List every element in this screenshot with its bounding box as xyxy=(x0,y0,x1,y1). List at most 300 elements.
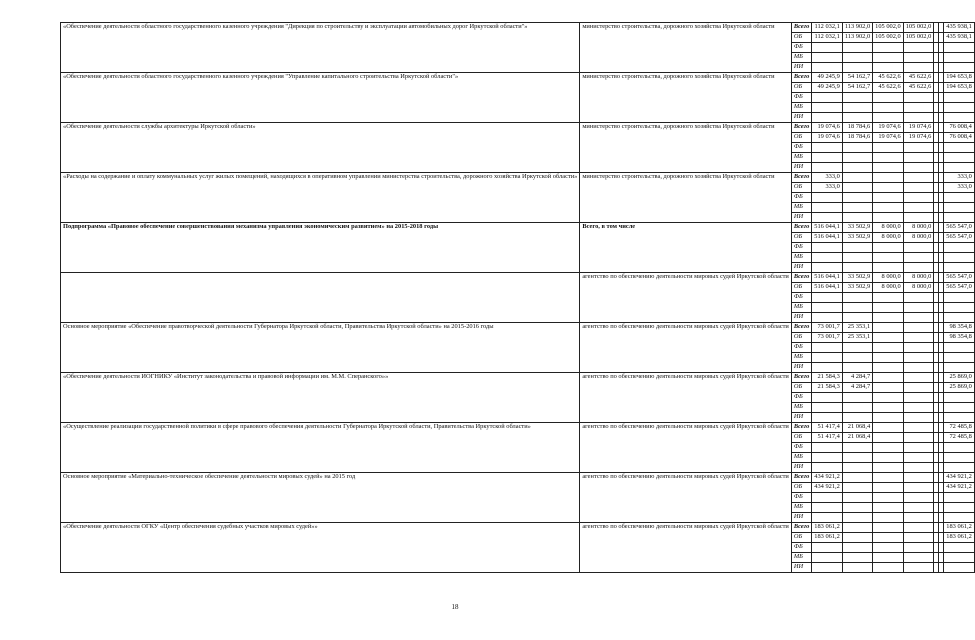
amount-cell xyxy=(842,53,872,63)
amount-cell xyxy=(842,43,872,53)
amount-cell: 33 502,9 xyxy=(842,223,872,233)
funding-source-cell: ФБ xyxy=(791,493,811,503)
program-name-cell xyxy=(61,273,580,323)
executor-cell: министерство строительства, дорожного хозяйства Иркутской области xyxy=(580,23,792,73)
amount-cell xyxy=(842,343,872,353)
amount-cell xyxy=(842,243,872,253)
funding-source-cell: МБ xyxy=(791,353,811,363)
amount-cell xyxy=(903,483,934,493)
amount-cell xyxy=(944,313,975,323)
amount-cell: 25 353,1 xyxy=(842,333,872,343)
funding-source-cell: ФБ xyxy=(791,193,811,203)
executor-cell: агентство по обеспечению деятельности мировых судей Иркутской области xyxy=(580,273,792,323)
amount-cell xyxy=(903,103,934,113)
table-row xyxy=(61,473,975,483)
funding-source-cell: ОБ xyxy=(791,283,811,293)
funding-source-cell: Всего xyxy=(791,23,811,33)
funding-source-cell: Всего xyxy=(791,273,811,283)
amount-cell xyxy=(873,43,904,53)
amount-cell xyxy=(873,163,904,173)
amount-cell xyxy=(842,453,872,463)
amount-cell: 19 074,6 xyxy=(812,133,843,143)
amount-cell xyxy=(944,303,975,313)
amount-cell xyxy=(903,373,934,383)
amount-cell: 112 032,1 xyxy=(812,23,843,33)
funding-source-cell: ФБ xyxy=(791,243,811,253)
amount-cell xyxy=(944,513,975,523)
amount-cell xyxy=(944,563,975,573)
amount-cell: 113 902,0 xyxy=(842,23,872,33)
funding-source-cell: ОБ xyxy=(791,483,811,493)
amount-cell xyxy=(812,243,843,253)
amount-cell xyxy=(873,263,904,273)
amount-cell xyxy=(873,63,904,73)
funding-source-cell: МБ xyxy=(791,403,811,413)
executor-cell: агентство по обеспечению деятельности мировых судей Иркутской области xyxy=(580,423,792,473)
amount-cell xyxy=(842,153,872,163)
amount-cell xyxy=(903,553,934,563)
amount-cell xyxy=(812,263,843,273)
executor-cell: агентство по обеспечению деятельности мировых судей Иркутской области xyxy=(580,373,792,423)
amount-cell xyxy=(944,353,975,363)
amount-cell xyxy=(903,523,934,533)
amount-cell xyxy=(873,403,904,413)
amount-cell xyxy=(873,513,904,523)
amount-cell: 105 002,0 xyxy=(873,23,904,33)
amount-cell: 72 485,8 xyxy=(944,433,975,443)
amount-cell xyxy=(812,403,843,413)
amount-cell xyxy=(842,393,872,403)
funding-source-cell: ФБ xyxy=(791,143,811,153)
amount-cell xyxy=(903,413,934,423)
executor-cell: министерство строительства, дорожного хозяйства Иркутской области xyxy=(580,123,792,173)
amount-cell xyxy=(842,553,872,563)
amount-cell: 73 001,7 xyxy=(812,333,843,343)
funding-source-cell: Всего xyxy=(791,223,811,233)
program-name-cell: «Обеспечение деятельности областного государственного казенного учреждения "Дирекция по строительству и эксплуатации автомобильных дорог Иркутской области"» xyxy=(61,23,580,73)
amount-cell: 25 353,1 xyxy=(842,323,872,333)
funding-source-cell: ФБ xyxy=(791,543,811,553)
amount-cell xyxy=(944,553,975,563)
funding-source-cell: Всего xyxy=(791,373,811,383)
amount-cell xyxy=(903,363,934,373)
executor-cell: агентство по обеспечению деятельности мировых судей Иркутской области xyxy=(580,523,792,573)
funding-source-cell: ИИ xyxy=(791,413,811,423)
table-row xyxy=(61,273,975,283)
amount-cell: 194 653,8 xyxy=(944,73,975,83)
amount-cell xyxy=(842,363,872,373)
amount-cell: 45 622,6 xyxy=(903,73,934,83)
amount-cell xyxy=(903,183,934,193)
amount-cell xyxy=(812,53,843,63)
amount-cell xyxy=(842,163,872,173)
funding-source-cell: ОБ xyxy=(791,133,811,143)
amount-cell xyxy=(873,423,904,433)
amount-cell xyxy=(842,493,872,503)
amount-cell: 105 002,0 xyxy=(903,33,934,43)
amount-cell xyxy=(842,523,872,533)
amount-cell: 45 622,6 xyxy=(873,73,904,83)
amount-cell xyxy=(842,293,872,303)
funding-source-cell: ИИ xyxy=(791,263,811,273)
amount-cell: 516 044,1 xyxy=(812,283,843,293)
amount-cell xyxy=(873,313,904,323)
amount-cell: 105 002,0 xyxy=(903,23,934,33)
amount-cell xyxy=(944,363,975,373)
amount-cell xyxy=(812,563,843,573)
funding-source-cell: ИИ xyxy=(791,63,811,73)
amount-cell: 8 000,0 xyxy=(873,233,904,243)
table-row xyxy=(61,123,975,133)
amount-cell xyxy=(873,553,904,563)
amount-cell xyxy=(903,503,934,513)
amount-cell xyxy=(903,93,934,103)
amount-cell xyxy=(903,213,934,223)
amount-cell xyxy=(812,153,843,163)
funding-source-cell: ОБ xyxy=(791,233,811,243)
amount-cell xyxy=(812,443,843,453)
amount-cell xyxy=(873,153,904,163)
funding-source-cell: Всего xyxy=(791,473,811,483)
amount-cell xyxy=(812,513,843,523)
amount-cell xyxy=(842,93,872,103)
amount-cell xyxy=(873,303,904,313)
amount-cell xyxy=(903,563,934,573)
funding-source-cell: МБ xyxy=(791,553,811,563)
budget-table xyxy=(60,22,975,573)
amount-cell: 183 061,2 xyxy=(944,533,975,543)
executor-cell: министерство строительства, дорожного хозяйства Иркутской области xyxy=(580,173,792,223)
amount-cell xyxy=(903,403,934,413)
amount-cell: 333,0 xyxy=(812,173,843,183)
amount-cell xyxy=(842,483,872,493)
amount-cell xyxy=(873,213,904,223)
amount-cell xyxy=(903,163,934,173)
amount-cell xyxy=(903,393,934,403)
amount-cell xyxy=(944,103,975,113)
amount-cell xyxy=(903,533,934,543)
amount-cell xyxy=(873,433,904,443)
amount-cell xyxy=(903,423,934,433)
amount-cell: 565 547,0 xyxy=(944,273,975,283)
amount-cell xyxy=(873,443,904,453)
funding-source-cell: ОБ xyxy=(791,33,811,43)
funding-source-cell: ФБ xyxy=(791,343,811,353)
amount-cell xyxy=(944,153,975,163)
amount-cell xyxy=(812,43,843,53)
amount-cell xyxy=(944,93,975,103)
amount-cell: 112 032,1 xyxy=(812,33,843,43)
amount-cell xyxy=(873,463,904,473)
amount-cell xyxy=(873,503,904,513)
amount-cell xyxy=(873,523,904,533)
amount-cell xyxy=(944,543,975,553)
executor-cell: агентство по обеспечению деятельности мировых судей Иркутской области xyxy=(580,473,792,523)
table-row xyxy=(61,223,975,233)
amount-cell xyxy=(842,183,872,193)
amount-cell: 516 044,1 xyxy=(812,223,843,233)
amount-cell: 565 547,0 xyxy=(944,223,975,233)
funding-source-cell: ОБ xyxy=(791,383,811,393)
amount-cell xyxy=(944,443,975,453)
amount-cell xyxy=(944,493,975,503)
amount-cell: 33 502,9 xyxy=(842,233,872,243)
amount-cell xyxy=(873,293,904,303)
amount-cell xyxy=(873,473,904,483)
amount-cell xyxy=(903,263,934,273)
amount-cell xyxy=(812,293,843,303)
amount-cell: 45 622,6 xyxy=(903,83,934,93)
funding-source-cell: МБ xyxy=(791,103,811,113)
amount-cell xyxy=(842,543,872,553)
amount-cell xyxy=(842,313,872,323)
amount-cell: 98 354,8 xyxy=(944,323,975,333)
amount-cell xyxy=(903,443,934,453)
amount-cell xyxy=(812,193,843,203)
amount-cell: 54 162,7 xyxy=(842,73,872,83)
amount-cell xyxy=(812,63,843,73)
amount-cell xyxy=(812,543,843,553)
amount-cell xyxy=(812,103,843,113)
amount-cell xyxy=(812,463,843,473)
amount-cell xyxy=(812,453,843,463)
table-row xyxy=(61,173,975,183)
funding-source-cell: Всего xyxy=(791,123,811,133)
amount-cell: 51 417,4 xyxy=(812,433,843,443)
amount-cell xyxy=(842,403,872,413)
amount-cell xyxy=(873,343,904,353)
amount-cell xyxy=(903,293,934,303)
funding-source-cell: ОБ xyxy=(791,183,811,193)
amount-cell: 435 938,1 xyxy=(944,33,975,43)
amount-cell xyxy=(903,43,934,53)
amount-cell xyxy=(812,143,843,153)
amount-cell xyxy=(842,533,872,543)
amount-cell xyxy=(944,143,975,153)
funding-source-cell: МБ xyxy=(791,303,811,313)
amount-cell xyxy=(842,63,872,73)
funding-source-cell: ОБ xyxy=(791,333,811,343)
amount-cell: 18 784,6 xyxy=(842,123,872,133)
amount-cell: 21 584,3 xyxy=(812,373,843,383)
funding-source-cell: ИИ xyxy=(791,113,811,123)
amount-cell xyxy=(812,213,843,223)
amount-cell xyxy=(944,253,975,263)
amount-cell xyxy=(903,193,934,203)
amount-cell: 516 044,1 xyxy=(812,233,843,243)
amount-cell xyxy=(812,393,843,403)
amount-cell xyxy=(944,263,975,273)
table-row xyxy=(61,373,975,383)
amount-cell xyxy=(903,383,934,393)
amount-cell: 54 162,7 xyxy=(842,83,872,93)
amount-cell xyxy=(944,413,975,423)
funding-source-cell: ОБ xyxy=(791,533,811,543)
amount-cell xyxy=(944,163,975,173)
funding-source-cell: ИИ xyxy=(791,213,811,223)
executor-cell: министерство строительства, дорожного хозяйства Иркутской области xyxy=(580,73,792,123)
amount-cell: 25 869,0 xyxy=(944,383,975,393)
amount-cell xyxy=(812,493,843,503)
amount-cell: 18 784,6 xyxy=(842,133,872,143)
amount-cell xyxy=(903,543,934,553)
amount-cell: 434 921,2 xyxy=(944,483,975,493)
funding-source-cell: ИИ xyxy=(791,163,811,173)
amount-cell: 435 938,1 xyxy=(944,23,975,33)
amount-cell: 19 074,6 xyxy=(812,123,843,133)
amount-cell: 21 584,3 xyxy=(812,383,843,393)
amount-cell xyxy=(812,93,843,103)
amount-cell: 8 000,0 xyxy=(873,223,904,233)
amount-cell: 8 000,0 xyxy=(903,283,934,293)
amount-cell xyxy=(812,363,843,373)
amount-cell xyxy=(873,93,904,103)
amount-cell xyxy=(842,503,872,513)
program-name-cell: «Обеспечение деятельности областного государственного казенного учреждения "Управление капитального строительства Иркутской области"» xyxy=(61,73,580,123)
funding-source-cell: Всего xyxy=(791,73,811,83)
amount-cell: 33 502,9 xyxy=(842,283,872,293)
funding-source-cell: МБ xyxy=(791,453,811,463)
funding-source-cell: ФБ xyxy=(791,443,811,453)
amount-cell xyxy=(873,413,904,423)
funding-source-cell: ИИ xyxy=(791,563,811,573)
amount-cell xyxy=(873,533,904,543)
amount-cell xyxy=(944,53,975,63)
amount-cell: 73 001,7 xyxy=(812,323,843,333)
amount-cell xyxy=(944,213,975,223)
amount-cell: 4 284,7 xyxy=(842,383,872,393)
amount-cell xyxy=(944,403,975,413)
amount-cell xyxy=(842,513,872,523)
amount-cell: 21 068,4 xyxy=(842,423,872,433)
amount-cell xyxy=(903,243,934,253)
amount-cell: 49 245,9 xyxy=(812,73,843,83)
amount-cell xyxy=(944,113,975,123)
amount-cell xyxy=(842,563,872,573)
program-name-cell: «Обеспечение деятельности службы архитектуры Иркутской области» xyxy=(61,123,580,173)
funding-source-cell: Всего xyxy=(791,423,811,433)
amount-cell xyxy=(903,513,934,523)
amount-cell xyxy=(842,463,872,473)
amount-cell: 183 061,2 xyxy=(812,523,843,533)
amount-cell xyxy=(903,313,934,323)
funding-source-cell: ФБ xyxy=(791,93,811,103)
amount-cell xyxy=(944,63,975,73)
amount-cell xyxy=(812,203,843,213)
program-name-cell: «Осуществление реализации государственной политики в сфере правового обеспечения деятельности Губернатора Иркутской области, Правительства Иркутской области» xyxy=(61,423,580,473)
amount-cell: 333,0 xyxy=(812,183,843,193)
funding-source-cell: ИИ xyxy=(791,313,811,323)
funding-source-cell: МБ xyxy=(791,503,811,513)
amount-cell xyxy=(903,253,934,263)
executor-cell: Всего, в том числе xyxy=(580,223,792,273)
amount-cell xyxy=(842,443,872,453)
amount-cell xyxy=(873,373,904,383)
amount-cell: 8 000,0 xyxy=(903,233,934,243)
amount-cell: 98 354,8 xyxy=(944,333,975,343)
amount-cell xyxy=(873,393,904,403)
amount-cell xyxy=(842,103,872,113)
amount-cell xyxy=(903,153,934,163)
amount-cell: 19 074,6 xyxy=(873,123,904,133)
program-name-cell: «Расходы на содержание и оплату коммунальных услуг жилых помещений, находящихся в оперативном управлении министерства строительства, дорожного хозяйства Иркутской области» xyxy=(61,173,580,223)
amount-cell: 113 902,0 xyxy=(842,33,872,43)
amount-cell xyxy=(812,413,843,423)
amount-cell: 8 000,0 xyxy=(873,283,904,293)
table-row xyxy=(61,523,975,533)
amount-cell xyxy=(873,483,904,493)
amount-cell: 105 002,0 xyxy=(873,33,904,43)
amount-cell: 183 061,2 xyxy=(812,533,843,543)
amount-cell xyxy=(873,363,904,373)
funding-source-cell: МБ xyxy=(791,153,811,163)
amount-cell xyxy=(903,343,934,353)
amount-cell xyxy=(873,183,904,193)
amount-cell: 33 502,9 xyxy=(842,273,872,283)
amount-cell xyxy=(944,293,975,303)
funding-source-cell: Всего xyxy=(791,173,811,183)
amount-cell: 4 284,7 xyxy=(842,373,872,383)
funding-source-cell: ФБ xyxy=(791,293,811,303)
amount-cell xyxy=(944,243,975,253)
amount-cell xyxy=(873,323,904,333)
amount-cell: 565 547,0 xyxy=(944,233,975,243)
funding-source-cell: МБ xyxy=(791,203,811,213)
funding-source-cell: ИИ xyxy=(791,513,811,523)
funding-source-cell: МБ xyxy=(791,253,811,263)
amount-cell: 25 869,0 xyxy=(944,373,975,383)
amount-cell xyxy=(842,473,872,483)
amount-cell xyxy=(873,383,904,393)
amount-cell xyxy=(842,353,872,363)
table-row xyxy=(61,323,975,333)
amount-cell: 76 008,4 xyxy=(944,133,975,143)
program-name-cell: Основное мероприятие «Материально-техническое обеспечение деятельности мировых судей» на 2015 год xyxy=(61,473,580,523)
amount-cell: 19 074,6 xyxy=(903,123,934,133)
amount-cell xyxy=(873,333,904,343)
executor-cell: агентство по обеспечению деятельности мировых судей Иркутской области xyxy=(580,323,792,373)
amount-cell xyxy=(944,393,975,403)
amount-cell: 76 008,4 xyxy=(944,123,975,133)
amount-cell: 21 068,4 xyxy=(842,433,872,443)
amount-cell xyxy=(944,463,975,473)
amount-cell xyxy=(842,173,872,183)
page-number: 18 xyxy=(451,603,459,611)
amount-cell xyxy=(842,203,872,213)
amount-cell xyxy=(812,253,843,263)
amount-cell: 333,0 xyxy=(944,183,975,193)
amount-cell xyxy=(903,333,934,343)
amount-cell: 565 547,0 xyxy=(944,283,975,293)
amount-cell xyxy=(812,553,843,563)
amount-cell xyxy=(903,473,934,483)
amount-cell: 72 485,8 xyxy=(944,423,975,433)
amount-cell xyxy=(873,543,904,553)
amount-cell xyxy=(944,453,975,463)
amount-cell xyxy=(873,173,904,183)
amount-cell xyxy=(873,143,904,153)
amount-cell xyxy=(873,113,904,123)
amount-cell xyxy=(842,413,872,423)
funding-source-cell: ОБ xyxy=(791,433,811,443)
amount-cell: 8 000,0 xyxy=(903,223,934,233)
amount-cell xyxy=(873,103,904,113)
amount-cell xyxy=(842,303,872,313)
amount-cell: 434 921,2 xyxy=(812,483,843,493)
program-name-cell: Основное мероприятие «Обеспечение правотворческой деятельности Губернатора Иркутской области, Правительства Иркутской области» на 2015-2016 годы xyxy=(61,323,580,373)
amount-cell xyxy=(842,263,872,273)
amount-cell xyxy=(873,353,904,363)
